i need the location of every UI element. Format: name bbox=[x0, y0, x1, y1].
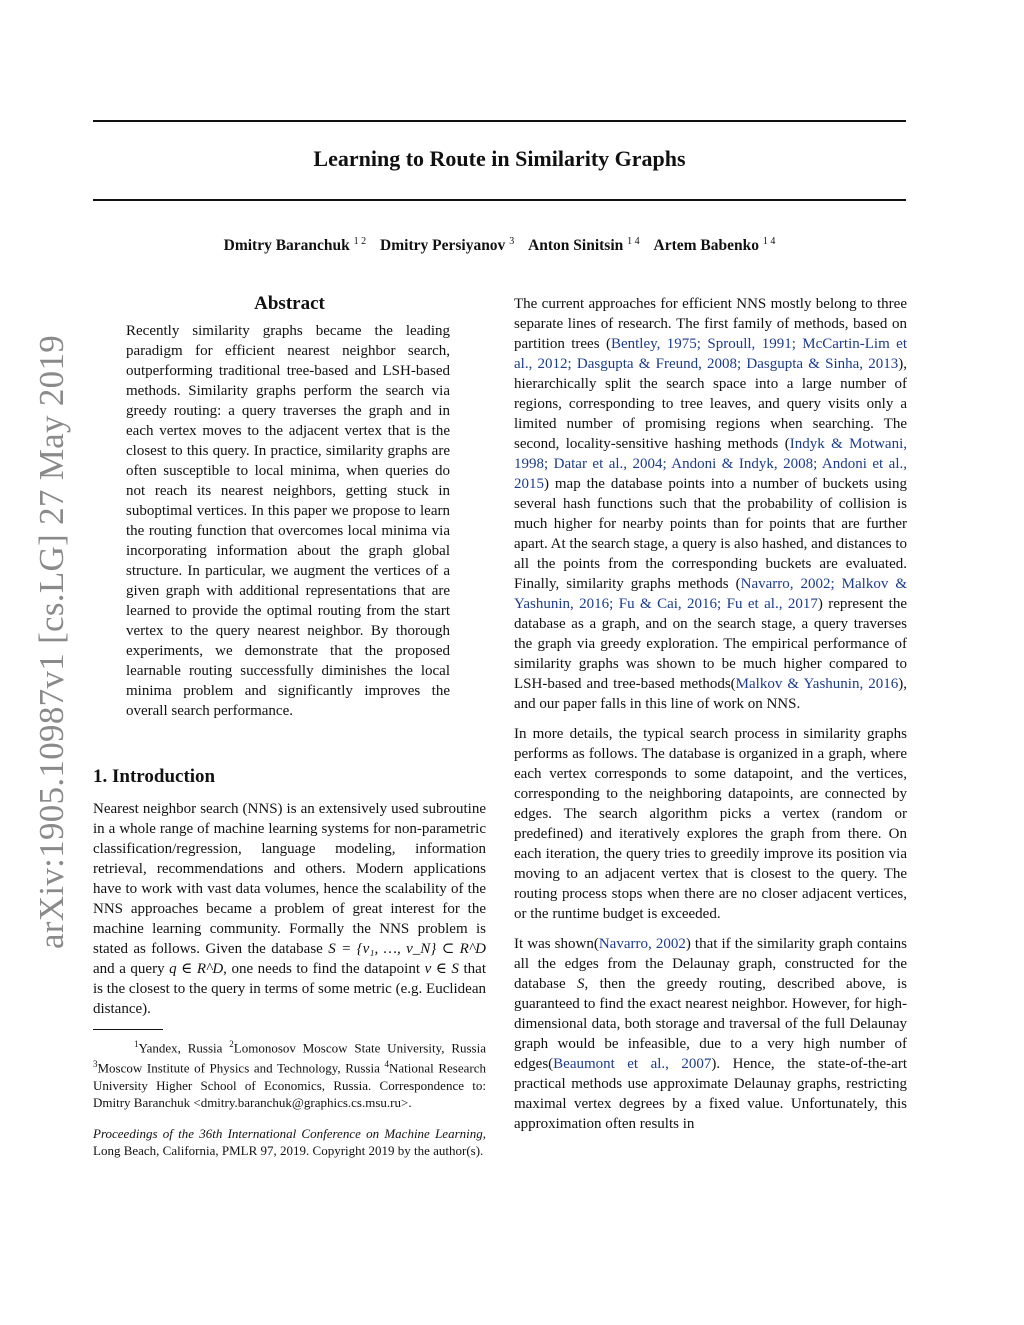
citation-link[interactable]: Bentley, 1975; Sproull, 1991; McCartin-Lim et al., 2012; Dasgupta & Freund, 2008; Dasgupta & Sinha, 2013 bbox=[514, 336, 907, 372]
citation-link[interactable]: Navarro, 2002 bbox=[598, 936, 686, 952]
author: Dmitry Persiyanov $^3$ bbox=[380, 236, 515, 255]
citation-link[interactable]: Malkov & Yashunin, 2016 bbox=[735, 676, 899, 692]
footnote-rule bbox=[93, 1029, 163, 1030]
author-list bbox=[93, 236, 906, 255]
left-column bbox=[93, 292, 486, 1159]
intro-paragraph: Nearest neighbor search (NNS) is an extensively used subroutine in a whole range of machine learning systems for non-parametric classification/regression, language modeling, information retrieval, recommendations and others. Modern applications have to work with vast data volumes, hence the scalability of the NNS approaches became a problem of great interest for the machine learning community. Formally the NNS problem is stated as follows. Given the database S = {v₁, …, v_N} ⊂ R^D and a query q ∈ R^D, one needs to find the datapoint v ∈ S that is the closest to the query in terms of some metric (e.g. Euclidean distance). bbox=[93, 801, 486, 1017]
author: Anton Sinitsin $^{1 4}$ bbox=[528, 236, 640, 255]
body-paragraph: In more details, the typical search process in similarity graphs performs as follows. The database is organized in a graph, where each vertex corresponds to some datapoint, and the vertices, corresponding to the neighboring datapoints, are connected by edges. The search algorithm picks a vertex (random or predefined) and iteratively explores the graph from there. On each iteration, the query tries to greedily improve its position via moving to an adjacent vertex that is closest to the query. The routing process stops when there are no closer adjacent vertices, or the runtime budget is exceeded. bbox=[514, 726, 907, 922]
affiliations-footnote: $^1$Yandex, Russia $^2$Lomonosov Moscow State University, Russia $^3$Moscow Institute of Physics and Technology, Russia $^4$National Research University Higher School of Economics, Russia. Correspondence to: Dmitry Baranchuk <dmitry.baranchuk@graphics.cs.msu.ru>. bbox=[93, 1039, 486, 1110]
math-query-def: q ∈ R^D bbox=[169, 961, 224, 977]
abstract-text: Recently similarity graphs became the leading paradigm for efficient nearest neighbor search, outperforming traditional tree-based and LSH-based methods. Similarity graphs perform the search via greedy routing: a query traverses the graph and in each vertex moves to the adjacent vertex that is the closest to this query. In practice, similarity graphs are often susceptible to local minima, when queries do not reach its nearest neighbors, getting stuck in suboptimal vertices. In this paper we propose to learn the routing function that overcomes local minima via incorporating information about the graph global structure. In particular, we augment the vertices of a given graph with additional representations that are learned to provide the optimal routing from the start vertex to the query nearest neighbor. By thorough experiments, we demonstrate that the proposed learnable routing successfully diminishes the local minima problem and significantly improves the overall search performance. bbox=[126, 323, 450, 719]
title-top-rule bbox=[93, 120, 906, 122]
body-paragraph: The current approaches for efficient NNS mostly belong to three separate lines of research. The first family of methods, based on partition trees (Bentley, 1975; Sproull, 1991; McCartin-Lim et al., 2012; Dasgupta & Freund, 2008; Dasgupta & Sinha, 2013), hierarchically split the search space into a large number of regions, corresponding to tree leaves, and query visits only a limited number of promising regions when searching. The second, locality-sensitive hashing methods (Indyk & Motwani, 1998; Datar et al., 2004; Andoni & Indyk, 2008; Andoni et al., 2015) map the database points into a number of buckets using several hash functions such that the probability of collision is much higher for nearby points than for points that are further apart. At the search stage, a query is also hashed, and distances to all the points from the corresponding buckets are evaluated. Finally, similarity graphs methods (Navarro, 2002; Malkov & Yashunin, 2016; Fu & Cai, 2016; Fu et al., 2017) represent the database as a graph, and on the search stage, a query traverses the graph via greedy exploration. The empirical performance of similarity graphs was shown to be much higher compared to LSH-based and tree-based methods(Malkov & Yashunin, 2016), and our paper falls in this line of work on NNS. bbox=[514, 296, 908, 712]
title-bottom-rule bbox=[93, 199, 906, 201]
citation-link[interactable]: Beaumont et al., 2007 bbox=[553, 1056, 712, 1072]
math-datapoint: v ∈ S bbox=[424, 961, 459, 977]
author: Artem Babenko $^{1 4}$ bbox=[653, 236, 776, 255]
citation-link[interactable]: Navarro, 2002; Malkov & Yashunin, 2016; Fu & Cai, 2016; Fu et al., 2017 bbox=[514, 576, 908, 612]
arxiv-side-stamp: arXiv:1905.10987v1 [cs.LG] 27 May 2019 bbox=[32, 334, 71, 950]
abstract-heading: Abstract bbox=[254, 293, 325, 314]
author: Dmitry Baranchuk $^{1 2}$ bbox=[223, 236, 367, 255]
body-paragraph: It was shown(Navarro, 2002) that if the similarity graph contains all the edges from the Delaunay graph, constructed for the database S, then the greedy routing, described above, is guaranteed to find the exact nearest neighbor. However, for high-dimensional data, both storage and traversal of the full Delaunay graph would be infeasible, due to a very high number of edges(Beaumont et al., 2007). Hence, the state-of-the-art practical methods use approximate Delaunay graphs, restricting maximal vertex degrees by a fixed value. Unfortunately, this approximation often results in bbox=[514, 936, 907, 1132]
citation-link[interactable]: Indyk & Motwani, 1998; Datar et al., 2004; Andoni & Indyk, 2008; Andoni et al., 2015 bbox=[514, 436, 907, 492]
right-column bbox=[514, 294, 907, 1144]
section-heading-introduction: 1. Introduction bbox=[93, 766, 216, 787]
proceedings-note: Proceedings of the 36th International Conference on Machine Learning, Long Beach, California, PMLR 97, 2019. Copyright 2019 by the author(s). bbox=[93, 1125, 486, 1158]
paper-title: Learning to Route in Similarity Graphs bbox=[313, 146, 686, 171]
math-database-def: S = {v₁, …, v_N} ⊂ R^D bbox=[328, 941, 486, 957]
math-set-s: S bbox=[577, 976, 585, 992]
